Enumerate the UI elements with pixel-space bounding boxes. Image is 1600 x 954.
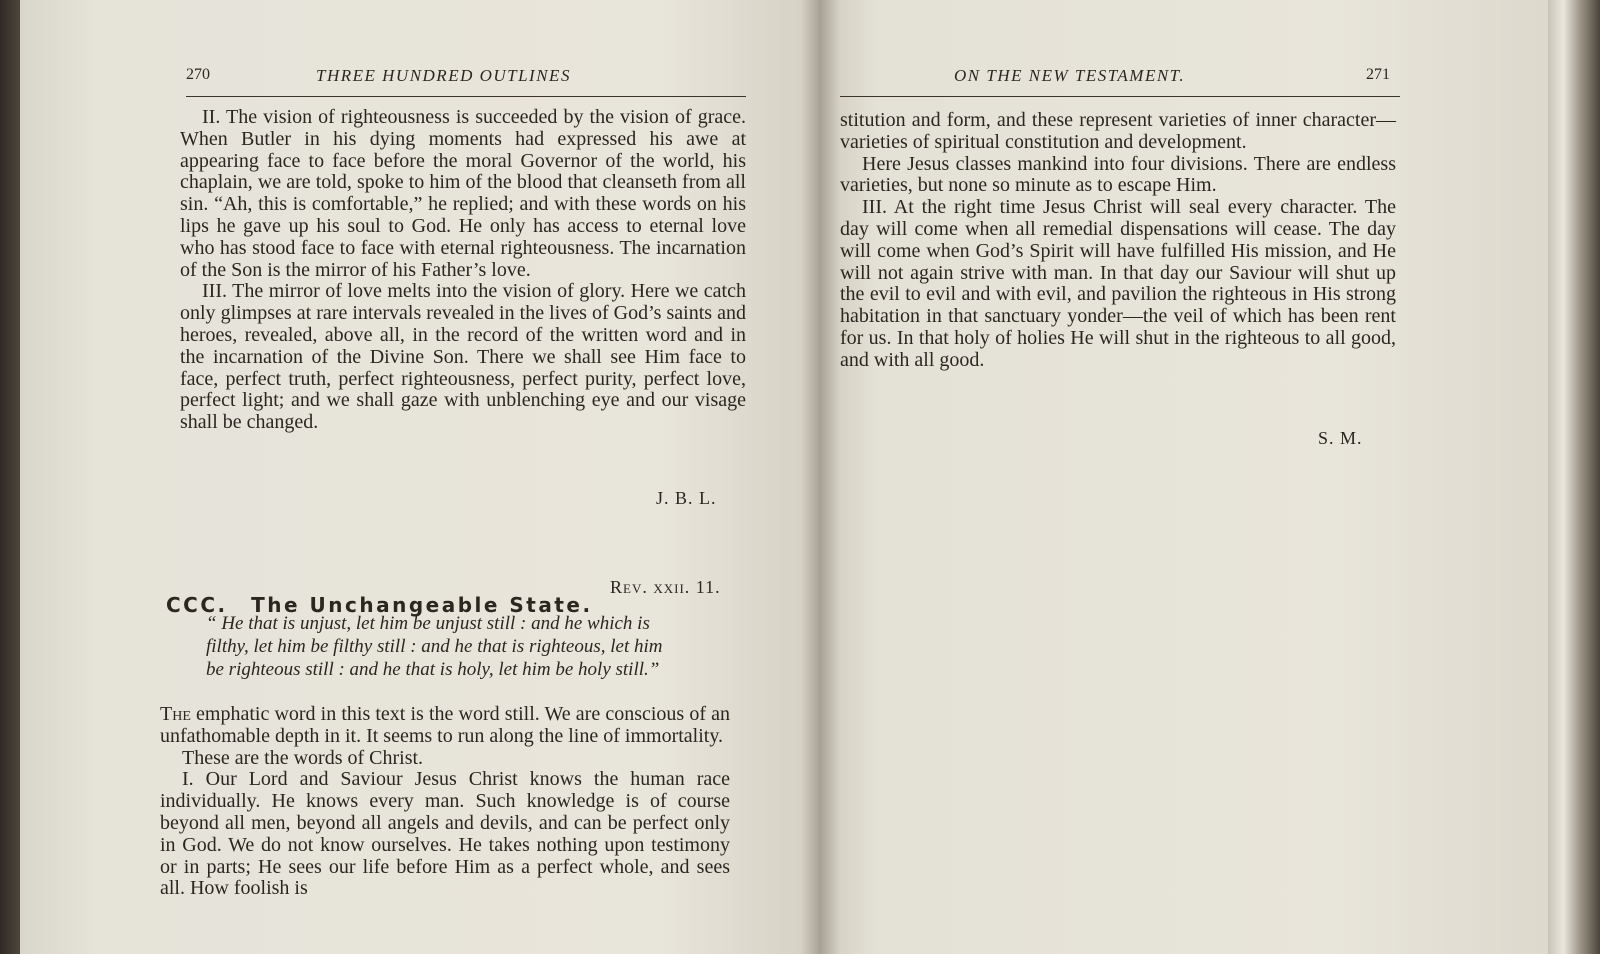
right-text-block xyxy=(840,110,1396,372)
scripture-quote xyxy=(206,612,746,681)
paragraph: III. At the right time Jesus Christ will seal every character. The day will come when all remedial dispensations will cease. The day will come when God’s Spirit will have fulfilled His mission, and He will not again strive with man. In that day our Saviour will shut up the evil to evil and with evil, and pavilion the righteous in His strong habitation in that sanctuary yonder—the veil of which has been rent for us. In that holy of holies He will shut in the righteous to all good, and with all good. xyxy=(840,196,1396,371)
paragraph: Here Jesus classes mankind into four divisions. There are endless varieties, but none so minute as to escape Him. xyxy=(840,152,1396,197)
left-page xyxy=(20,0,820,954)
right-page xyxy=(818,0,1558,954)
running-title: THREE HUNDRED OUTLINES xyxy=(316,66,571,85)
scripture-reference: Rev. xxii. 11. xyxy=(610,577,721,597)
quote-line: be righteous still : and he that is holy, let him be holy still.” xyxy=(206,659,660,680)
section-title: The Unchangeable State. xyxy=(251,593,593,617)
section-number: CCC. xyxy=(166,593,228,617)
book-cover-right xyxy=(1548,0,1600,954)
signature: S. M. xyxy=(1318,428,1363,448)
quote-line: “ He that is unjust, let him be unjust still : and he which is xyxy=(206,613,650,634)
running-title: ON THE NEW TESTAMENT. xyxy=(954,66,1186,85)
paragraph: III. The mirror of love melts into the vision of glory. Here we catch only glimpses at rare intervals revealed in the lives of God’s saints and heroes, revealed, above all, in the record of the written word and in the incarnation of the Divine Son. There we shall see Him face to face, perfect truth, perfect righteousness, perfect purity, perfect love, perfect light; and we shall gaze with unblenching eye and our visage shall be changed. xyxy=(180,280,746,434)
right-page-header xyxy=(840,62,1400,97)
drop-word: The xyxy=(160,703,191,725)
paragraph xyxy=(160,704,730,748)
left-text-block xyxy=(180,107,746,434)
paragraph-text: emphatic word in this text is the word still. We are conscious of an unfathomable depth in it. It seems to run along the line of immortality. xyxy=(160,703,730,747)
signature: J. B. L. xyxy=(656,488,717,508)
left-page-header xyxy=(186,62,746,97)
page-number: 270 xyxy=(186,66,210,83)
paragraph: I. Our Lord and Saviour Jesus Christ knows the human race individually. He knows every man. Such knowledge is of course beyond all men, beyond all angels and devils, and can be perfect only in God. We do not know ourselves. He takes nothing upon testimony or in parts; He sees our life before Him as a perfect whole, and sees all. How foolish is xyxy=(160,768,730,900)
quote-line: filthy, let him be filthy still : and he that is righteous, let him xyxy=(206,636,663,657)
page-number: 271 xyxy=(1366,66,1390,83)
paragraph: stitution and form, and these represent varieties of inner character—varieties of spiritual constitution and development. xyxy=(840,109,1396,153)
book-gutter xyxy=(800,0,840,954)
paragraph: These are the words of Christ. xyxy=(182,746,424,769)
paragraph: II. The vision of righteousness is succeeded by the vision of grace. When Butler in his dying moments had expressed his awe at appearing face to face before the moral Governor of the world, his chaplain, we are told, spoke to him of the blood that cleanseth from all sin. “Ah, this is comfortable,” he replied; and with these words on his lips he gave up his soul to God. He only has access to eternal love who has stood face to face with eternal righteousness. The incarnation of the Son is the mirror of his Father’s love. xyxy=(180,106,746,281)
section-body xyxy=(160,704,730,900)
